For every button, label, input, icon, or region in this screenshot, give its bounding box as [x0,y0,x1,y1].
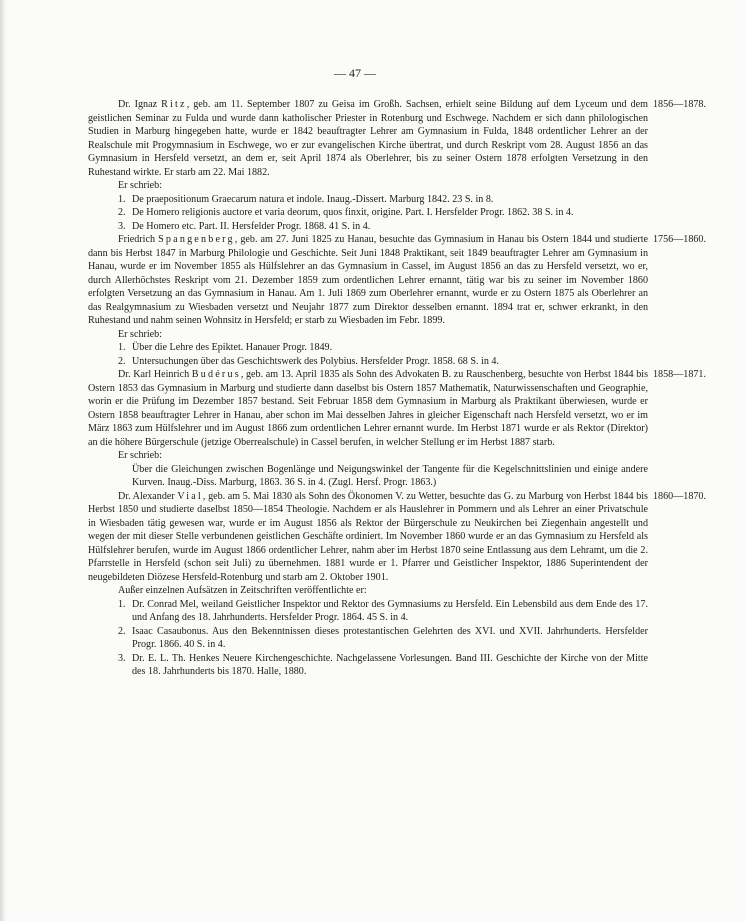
entry-text: , geb. am 11. September 1807 zu Geisa im Großh. Sachsen, erhielt seine Bildung auf dem Lyceum und dem geistlichen Seminar zu Fulda und wurde dann katholischer Priester in Rotenburg und Eschwege. Nachdem er sich dann philologischen Studien in Marburg hingegeben hatte, wurde er 1842 beauftragter Lehrer am Gymnasium in Fulda, 1848 ordentlicher Lehrer an der Realschule mit Progymnasium in Eschwege, wo er zur evangelischen Kirche übertrat, und durch Reskript vom 28. August 1856 an das Gymnasium in Hersfeld versetzt, an dem er, seit April 1874 als Oberlehrer, bis zu seiner Ostern 1878 erfolgten Versetzung in den Ruhestand wirkte. Er starb am 22. Mai 1882. [88,99,648,178]
entry-years: 1860—1870. [653,490,706,502]
entry-bio [88,233,648,328]
entry-prefix: Dr. Alexander [118,490,178,502]
work-item [88,652,648,679]
entry-name: Ritz [161,99,187,110]
work-text: Untersuchungen über das Geschichtswerk des Polybius. Hersfelder Progr. 1858. 68 S. in 4. [132,355,499,367]
work-item [88,355,648,369]
work-item: Über die Gleichungen zwischen Bogenlänge und Neigungswinkel der Tangente für die Kegelschnittslinien und einige andere Kurven. Inaug.-Diss. Marburg, 1863. 36 S. in 4. (Zugl. Hersf. Progr. 1863.) [132,463,648,488]
work-number: 3. [118,652,126,664]
entry-bio [88,490,648,585]
works-label: Er schrieb: [118,450,163,461]
work-number: 1. [118,342,126,353]
text-column [88,98,706,679]
work-text: De Homero etc. Part. II. Hersfelder Progr. 1868. 41 S. in 4. [132,220,371,232]
work-text: De Homero religionis auctore et varia deorum, quos finxit, origine. Part. I. Hersfelder Progr. 1862. 38 S. in 4. [132,207,574,218]
page-number: — 47 — [334,66,376,80]
work-item [88,220,648,234]
work-number: 1. [118,598,126,610]
work-number: 3. [118,220,126,232]
entry-prefix: Dr. Karl Heinrich [118,369,192,380]
work-item [88,193,648,207]
entry-years: 1856—1878. [653,99,706,110]
works-list [88,598,648,679]
work-text: Über die Lehre des Epiktet. Hanauer Progr. 1849. [132,342,333,353]
work-text: De praepositionum Graecarum natura et indole. Inaug.-Dissert. Marburg 1842. 23 S. in 8. [132,193,494,205]
works-label: Er schrieb: [118,180,163,191]
entry-text: , geb. am 27. Juni 1825 zu Hanau, besuchte das Gymnasium in Hanau bis Ostern 1844 und studierte dann bis Herbst 1847 in Marburg Philologie und Geschichte. Seit Juni 1848 Praktikant, seit 1849 beauftragter Lehrer am Gymnasium in Hanau, wurde er im November 1855 als Hülfslehrer an das Gymnasium in Cassel, im August 1856 an das zu Hersfeld versetzt, wo er, durch Allerhöchstes Reskript vom 21. Dezember 1859 zum ordentlichen Lehrer ernannt, tätig war bis zu seiner im November 1860 erfolgten Versetzung an das Gymnasium in Hanau. Am 1. Juli 1869 zum Oberlehrer ernannt, wurde er zu Ostern 1875 als Oberlehrer an das Realgymnasium zu Wiesbaden versetzt und Neujahr 1877 zum Direktor desselben ernannt. 1894 trat er, schwer erkrankt, in den Ruhestand und nahm seinen Wohnsitz in Hersfeld; er starb zu Wiesbaden im Febr. 1899. [88,234,648,326]
works-label: Er schrieb: [118,328,163,340]
page-edge-shadow [0,0,6,921]
work-number: 2. [118,625,126,637]
work-item [88,598,648,625]
entry-name: Budérus [191,369,241,380]
work-number: 2. [118,207,126,218]
biography-entry-buderus [88,368,706,490]
biography-entry-vial [88,490,706,679]
biography-entry-ritz [88,98,706,233]
entry-text: , geb. am 5. Mai 1830 als Sohn des Ökonomen V. zu Wetter, besuchte das G. zu Marburg von Herbst 1844 bis Herbst 1850 und studierte daselbst 1850—1854 Theologie. Nachdem er als Hauslehrer in Pommern und als Lehrer an einer Privatschule in Wiesbaden tätig gewesen war, wurde er im August 1856 als Rektor der Bürgerschule zu Neukirchen bei Ziegenhain angestellt und wegen der mit dieser Stelle verbundenen geistlichen Geschäfte ordiniert. Im November 1860 wurde er an das Gymnasium zu Hersfeld als Hülfslehrer berufen, wurde im August 1866 ordentlicher Lehrer, nahm aber im Herbst 1870 seine Entlassung aus dem Lehramt, um die 2. Pfarrstelle in Hersfeld (schon seit Juli) zu übernehmen. 1881 wurde er 1. Pfarrer und Geistlicher Inspektor, 1886 Superintendent der neugebildeten Diözese Hersfeld-Rotenburg und starb am 2. Oktober 1901. [88,490,648,583]
works-list [88,341,648,368]
work-item [88,625,648,652]
entry-years: 1858—1871. [653,369,706,380]
work-text: Dr. E. L. Th. Henkes Neuere Kirchengeschichte. Nachgelassene Vorlesungen. Band III. Geschichte der Kirche von der Mitte des 18. Jahrhunderts bis 1870. Halle, 1880. [132,652,648,677]
work-number: 1. [118,193,126,205]
entry-name: Spangenberg [158,234,235,245]
entry-prefix: Dr. Ignaz [118,99,162,110]
work-item [88,206,648,220]
work-text: Dr. Conrad Mel, weiland Geistlicher Inspektor und Rektor des Gymnasiums zu Hersfeld. Ein Lebensbild aus dem Ende des 17. und Anfang des 18. Jahrhunderts. Hersfelder Progr. 1864. 45 S. in 4. [132,598,648,623]
works-label: Außer einzelnen Aufsätzen in Zeitschriften veröffentlichte er: [118,585,367,596]
work-item [88,341,648,355]
entry-text: , geb. am 13. April 1835 als Sohn des Advokaten B. zu Rauschenberg, besuchte von Herbst 1844 bis Ostern 1853 das Gymnasium in Marburg und studierte dann daselbst bis Ostern 1857 Mathematik, Naturwissenschaften und Geographie, worin er die Prüfung im Dezember 1857 bestand. Seit Februar 1858 dem Gymnasium in Marburg als Praktikant überwiesen, wurde er Ostern 1858 beauftragter Lehrer in Hanau, aber schon im Mai desselben Jahres in gleicher Eigenschaft nach Hersfeld versetzt, wo er im März 1863 zum Hülfslehrer und im August 1866 zum ordentlichen Lehrer ernannt wurde. Im Herbst 1871 wurde er als Rektor (Direktor) an die höhere Bürgerschule (jetzige Oberrealschule) in Cassel berufen, in welcher Stellung er im Herbst 1887 starb. [88,369,648,448]
entry-bio [88,368,648,449]
entry-years: 1756—1860. [653,234,706,245]
work-text: Isaac Casaubonus. Aus den Bekenntnissen dieses protestantischen Gelehrten des XVI. und XVII. Jahrhunderts. Hersfelder Progr. 1866. 40 S. in 4. [132,625,648,650]
works-list [88,193,648,234]
entry-bio [88,98,648,179]
work-number: 2. [118,355,126,367]
entry-prefix: Friedrich [118,234,159,245]
entry-name: Vial [177,490,203,502]
biography-entry-spangenberg [88,233,706,368]
